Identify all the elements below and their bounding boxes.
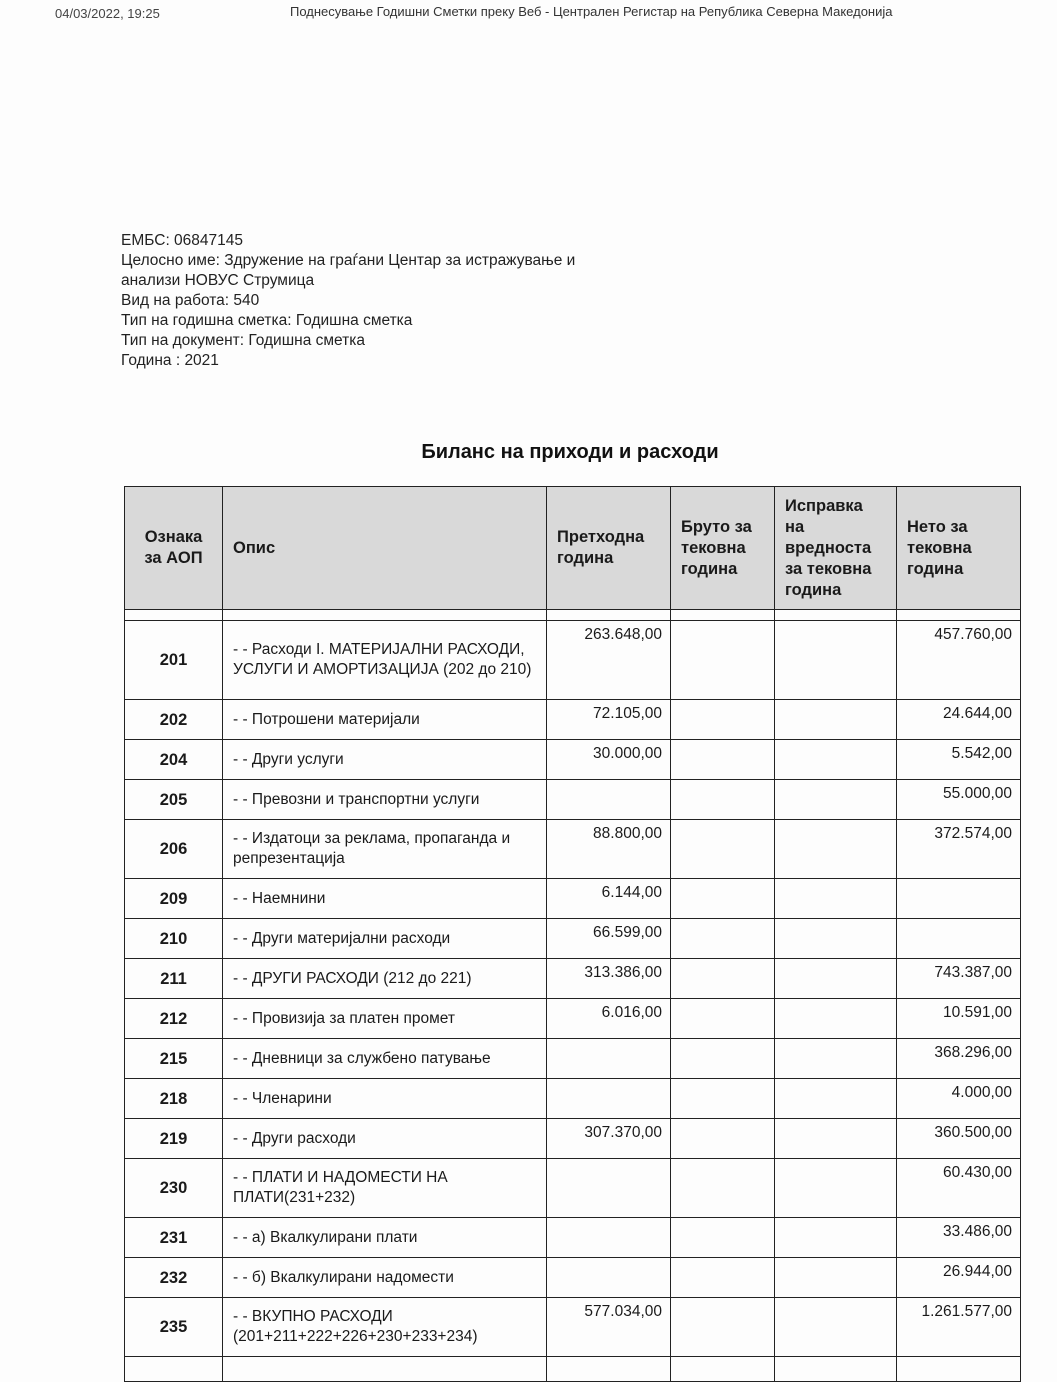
cell-adj bbox=[775, 1218, 897, 1258]
cell-prev: 577.034,00 bbox=[547, 1298, 671, 1357]
cell-aop: 231 bbox=[125, 1218, 223, 1258]
table-row bbox=[125, 820, 1021, 879]
header-desc: Опис bbox=[223, 487, 547, 610]
cell-adj bbox=[775, 999, 897, 1039]
cell-gross bbox=[671, 959, 775, 999]
header-net: Нето за тековна година bbox=[897, 487, 1021, 610]
table-row bbox=[125, 1079, 1021, 1119]
embs-line: ЕМБС: 06847145 bbox=[121, 232, 244, 249]
activity-line: Вид на работа: 540 bbox=[121, 292, 260, 309]
table-row bbox=[125, 959, 1021, 999]
cell-net: 743.387,00 bbox=[897, 959, 1021, 999]
year-line: Година : 2021 bbox=[121, 352, 219, 369]
cell-prev: 313.386,00 bbox=[547, 959, 671, 999]
cell-desc: - - ДРУГИ РАСХОДИ (212 до 221) bbox=[223, 959, 547, 999]
spacer-cell bbox=[223, 610, 547, 621]
income-expense-table bbox=[124, 486, 1021, 1382]
cell-net: 1.261.577,00 bbox=[897, 1298, 1021, 1357]
cell-adj bbox=[775, 1258, 897, 1298]
cell-adj bbox=[775, 919, 897, 959]
table-row bbox=[125, 780, 1021, 820]
cell-adj bbox=[775, 1298, 897, 1357]
cell-net bbox=[897, 919, 1021, 959]
cell-desc: - - ВКУПНО РАСХОДИ (201+211+222+226+230+233+234) bbox=[223, 1298, 547, 1357]
cell-prev: 307.370,00 bbox=[547, 1119, 671, 1159]
table-row bbox=[125, 1258, 1021, 1298]
cell-gross bbox=[671, 999, 775, 1039]
cell-desc: - - Превозни и транспортни услуги bbox=[223, 780, 547, 820]
cell-prev: 88.800,00 bbox=[547, 820, 671, 879]
cell-adj bbox=[775, 879, 897, 919]
cell-prev bbox=[547, 780, 671, 820]
cell-prev: 30.000,00 bbox=[547, 740, 671, 780]
cell-net: 4.000,00 bbox=[897, 1079, 1021, 1119]
cell-aop: 230 bbox=[125, 1159, 223, 1218]
cell-prev bbox=[547, 1079, 671, 1119]
cut-cell bbox=[671, 1357, 775, 1382]
cell-adj bbox=[775, 1039, 897, 1079]
cell-prev bbox=[547, 1218, 671, 1258]
spacer-cell bbox=[897, 610, 1021, 621]
cell-desc: - - Издатоци за реклама, пропаганда и репрезентација bbox=[223, 820, 547, 879]
cell-desc: - - Провизија за платен промет bbox=[223, 999, 547, 1039]
cell-prev bbox=[547, 1159, 671, 1218]
cell-aop: 219 bbox=[125, 1119, 223, 1159]
cell-prev: 72.105,00 bbox=[547, 700, 671, 740]
cell-prev: 6.016,00 bbox=[547, 999, 671, 1039]
cell-desc: - - Наемнини bbox=[223, 879, 547, 919]
cell-adj bbox=[775, 1079, 897, 1119]
cell-net: 5.542,00 bbox=[897, 740, 1021, 780]
table-row bbox=[125, 1119, 1021, 1159]
table-row bbox=[125, 1218, 1021, 1258]
table-header-row bbox=[125, 487, 1021, 610]
cell-desc: - - а) Вкалкулирани плати bbox=[223, 1218, 547, 1258]
table-row bbox=[125, 1039, 1021, 1079]
cell-gross bbox=[671, 1218, 775, 1258]
cell-gross bbox=[671, 1039, 775, 1079]
cell-desc: - - Дневници за службено патување bbox=[223, 1039, 547, 1079]
cell-desc: - - ПЛАТИ И НАДОМЕСТИ НА ПЛАТИ(231+232) bbox=[223, 1159, 547, 1218]
document-title: Биланс на приходи и расходи bbox=[421, 441, 719, 463]
cell-aop: 215 bbox=[125, 1039, 223, 1079]
cell-gross bbox=[671, 820, 775, 879]
cell-net: 33.486,00 bbox=[897, 1218, 1021, 1258]
cell-aop: 232 bbox=[125, 1258, 223, 1298]
entity-info bbox=[121, 231, 575, 371]
doc-type-line: Тип на документ: Годишна сметка bbox=[121, 332, 365, 349]
table-row bbox=[125, 1298, 1021, 1357]
spacer-cell bbox=[547, 610, 671, 621]
table-row bbox=[125, 740, 1021, 780]
cell-aop: 201 bbox=[125, 621, 223, 700]
cell-aop: 210 bbox=[125, 919, 223, 959]
cut-cell bbox=[125, 1357, 223, 1382]
cell-adj bbox=[775, 1119, 897, 1159]
print-header-title: Поднесување Годишни Сметки преку Веб - Централен Регистар на Република Северна Македонија bbox=[290, 4, 893, 19]
cell-adj bbox=[775, 740, 897, 780]
cell-aop: 235 bbox=[125, 1298, 223, 1357]
cell-net: 60.430,00 bbox=[897, 1159, 1021, 1218]
spacer-cell bbox=[125, 610, 223, 621]
table-row bbox=[125, 1159, 1021, 1218]
cell-net: 26.944,00 bbox=[897, 1258, 1021, 1298]
cell-adj bbox=[775, 780, 897, 820]
cell-gross bbox=[671, 621, 775, 700]
full-name-line-2: анализи НОВУС Струмица bbox=[121, 272, 315, 289]
cell-gross bbox=[671, 740, 775, 780]
cell-aop: 218 bbox=[125, 1079, 223, 1119]
table-row-cut-off bbox=[125, 1357, 1021, 1382]
spacer-cell bbox=[775, 610, 897, 621]
cell-net: 368.296,00 bbox=[897, 1039, 1021, 1079]
cell-desc: - - Расходи I. МАТЕРИЈАЛНИ РАСХОДИ, УСЛУГИ И АМОРТИЗАЦИЈА (202 до 210) bbox=[223, 621, 547, 700]
cell-net: 55.000,00 bbox=[897, 780, 1021, 820]
account-type-line: Тип на годишна сметка: Годишна сметка bbox=[121, 312, 413, 329]
cell-aop: 209 bbox=[125, 879, 223, 919]
cell-aop: 211 bbox=[125, 959, 223, 999]
cell-desc: - - Други расходи bbox=[223, 1119, 547, 1159]
cell-net: 24.644,00 bbox=[897, 700, 1021, 740]
cell-adj bbox=[775, 700, 897, 740]
cell-prev bbox=[547, 1039, 671, 1079]
cell-gross bbox=[671, 1298, 775, 1357]
cell-gross bbox=[671, 1159, 775, 1218]
cell-adj bbox=[775, 959, 897, 999]
print-datetime: 04/03/2022, 19:25 bbox=[55, 6, 160, 21]
cell-prev: 263.648,00 bbox=[547, 621, 671, 700]
cut-cell bbox=[775, 1357, 897, 1382]
cut-cell bbox=[547, 1357, 671, 1382]
cell-desc: - - Други материјални расходи bbox=[223, 919, 547, 959]
cell-gross bbox=[671, 780, 775, 820]
cell-aop: 206 bbox=[125, 820, 223, 879]
table-row bbox=[125, 621, 1021, 700]
cell-desc: - - Членарини bbox=[223, 1079, 547, 1119]
cell-net: 10.591,00 bbox=[897, 999, 1021, 1039]
table-spacer bbox=[125, 610, 1021, 621]
table-row bbox=[125, 919, 1021, 959]
table-body bbox=[125, 610, 1021, 1382]
table-row bbox=[125, 879, 1021, 919]
spacer-cell bbox=[671, 610, 775, 621]
header-gross: Бруто за тековна година bbox=[671, 487, 775, 610]
cell-prev bbox=[547, 1258, 671, 1298]
cell-net: 360.500,00 bbox=[897, 1119, 1021, 1159]
cell-gross bbox=[671, 700, 775, 740]
cut-cell bbox=[223, 1357, 547, 1382]
cell-aop: 204 bbox=[125, 740, 223, 780]
cell-adj bbox=[775, 820, 897, 879]
cell-desc: - - Потрошени материјали bbox=[223, 700, 547, 740]
cell-desc: - - б) Вкалкулирани надомести bbox=[223, 1258, 547, 1298]
cell-adj bbox=[775, 1159, 897, 1218]
cut-cell bbox=[897, 1357, 1021, 1382]
cell-aop: 212 bbox=[125, 999, 223, 1039]
header-prev-year: Претходна година bbox=[547, 487, 671, 610]
cell-desc: - - Други услуги bbox=[223, 740, 547, 780]
cell-gross bbox=[671, 879, 775, 919]
cell-prev: 66.599,00 bbox=[547, 919, 671, 959]
cell-adj bbox=[775, 621, 897, 700]
cell-prev: 6.144,00 bbox=[547, 879, 671, 919]
cell-gross bbox=[671, 919, 775, 959]
cell-net: 457.760,00 bbox=[897, 621, 1021, 700]
cell-net bbox=[897, 879, 1021, 919]
cell-gross bbox=[671, 1258, 775, 1298]
header-adjustment: Исправка на вредноста за тековна година bbox=[775, 487, 897, 610]
cell-net: 372.574,00 bbox=[897, 820, 1021, 879]
table-row bbox=[125, 999, 1021, 1039]
cell-gross bbox=[671, 1119, 775, 1159]
cell-aop: 202 bbox=[125, 700, 223, 740]
full-name-line-1: Целосно име: Здружение на граѓани Центар за истражување и bbox=[121, 252, 576, 269]
cell-aop: 205 bbox=[125, 780, 223, 820]
cell-gross bbox=[671, 1079, 775, 1119]
header-aop: Ознака за АОП bbox=[125, 487, 223, 610]
table-row bbox=[125, 700, 1021, 740]
